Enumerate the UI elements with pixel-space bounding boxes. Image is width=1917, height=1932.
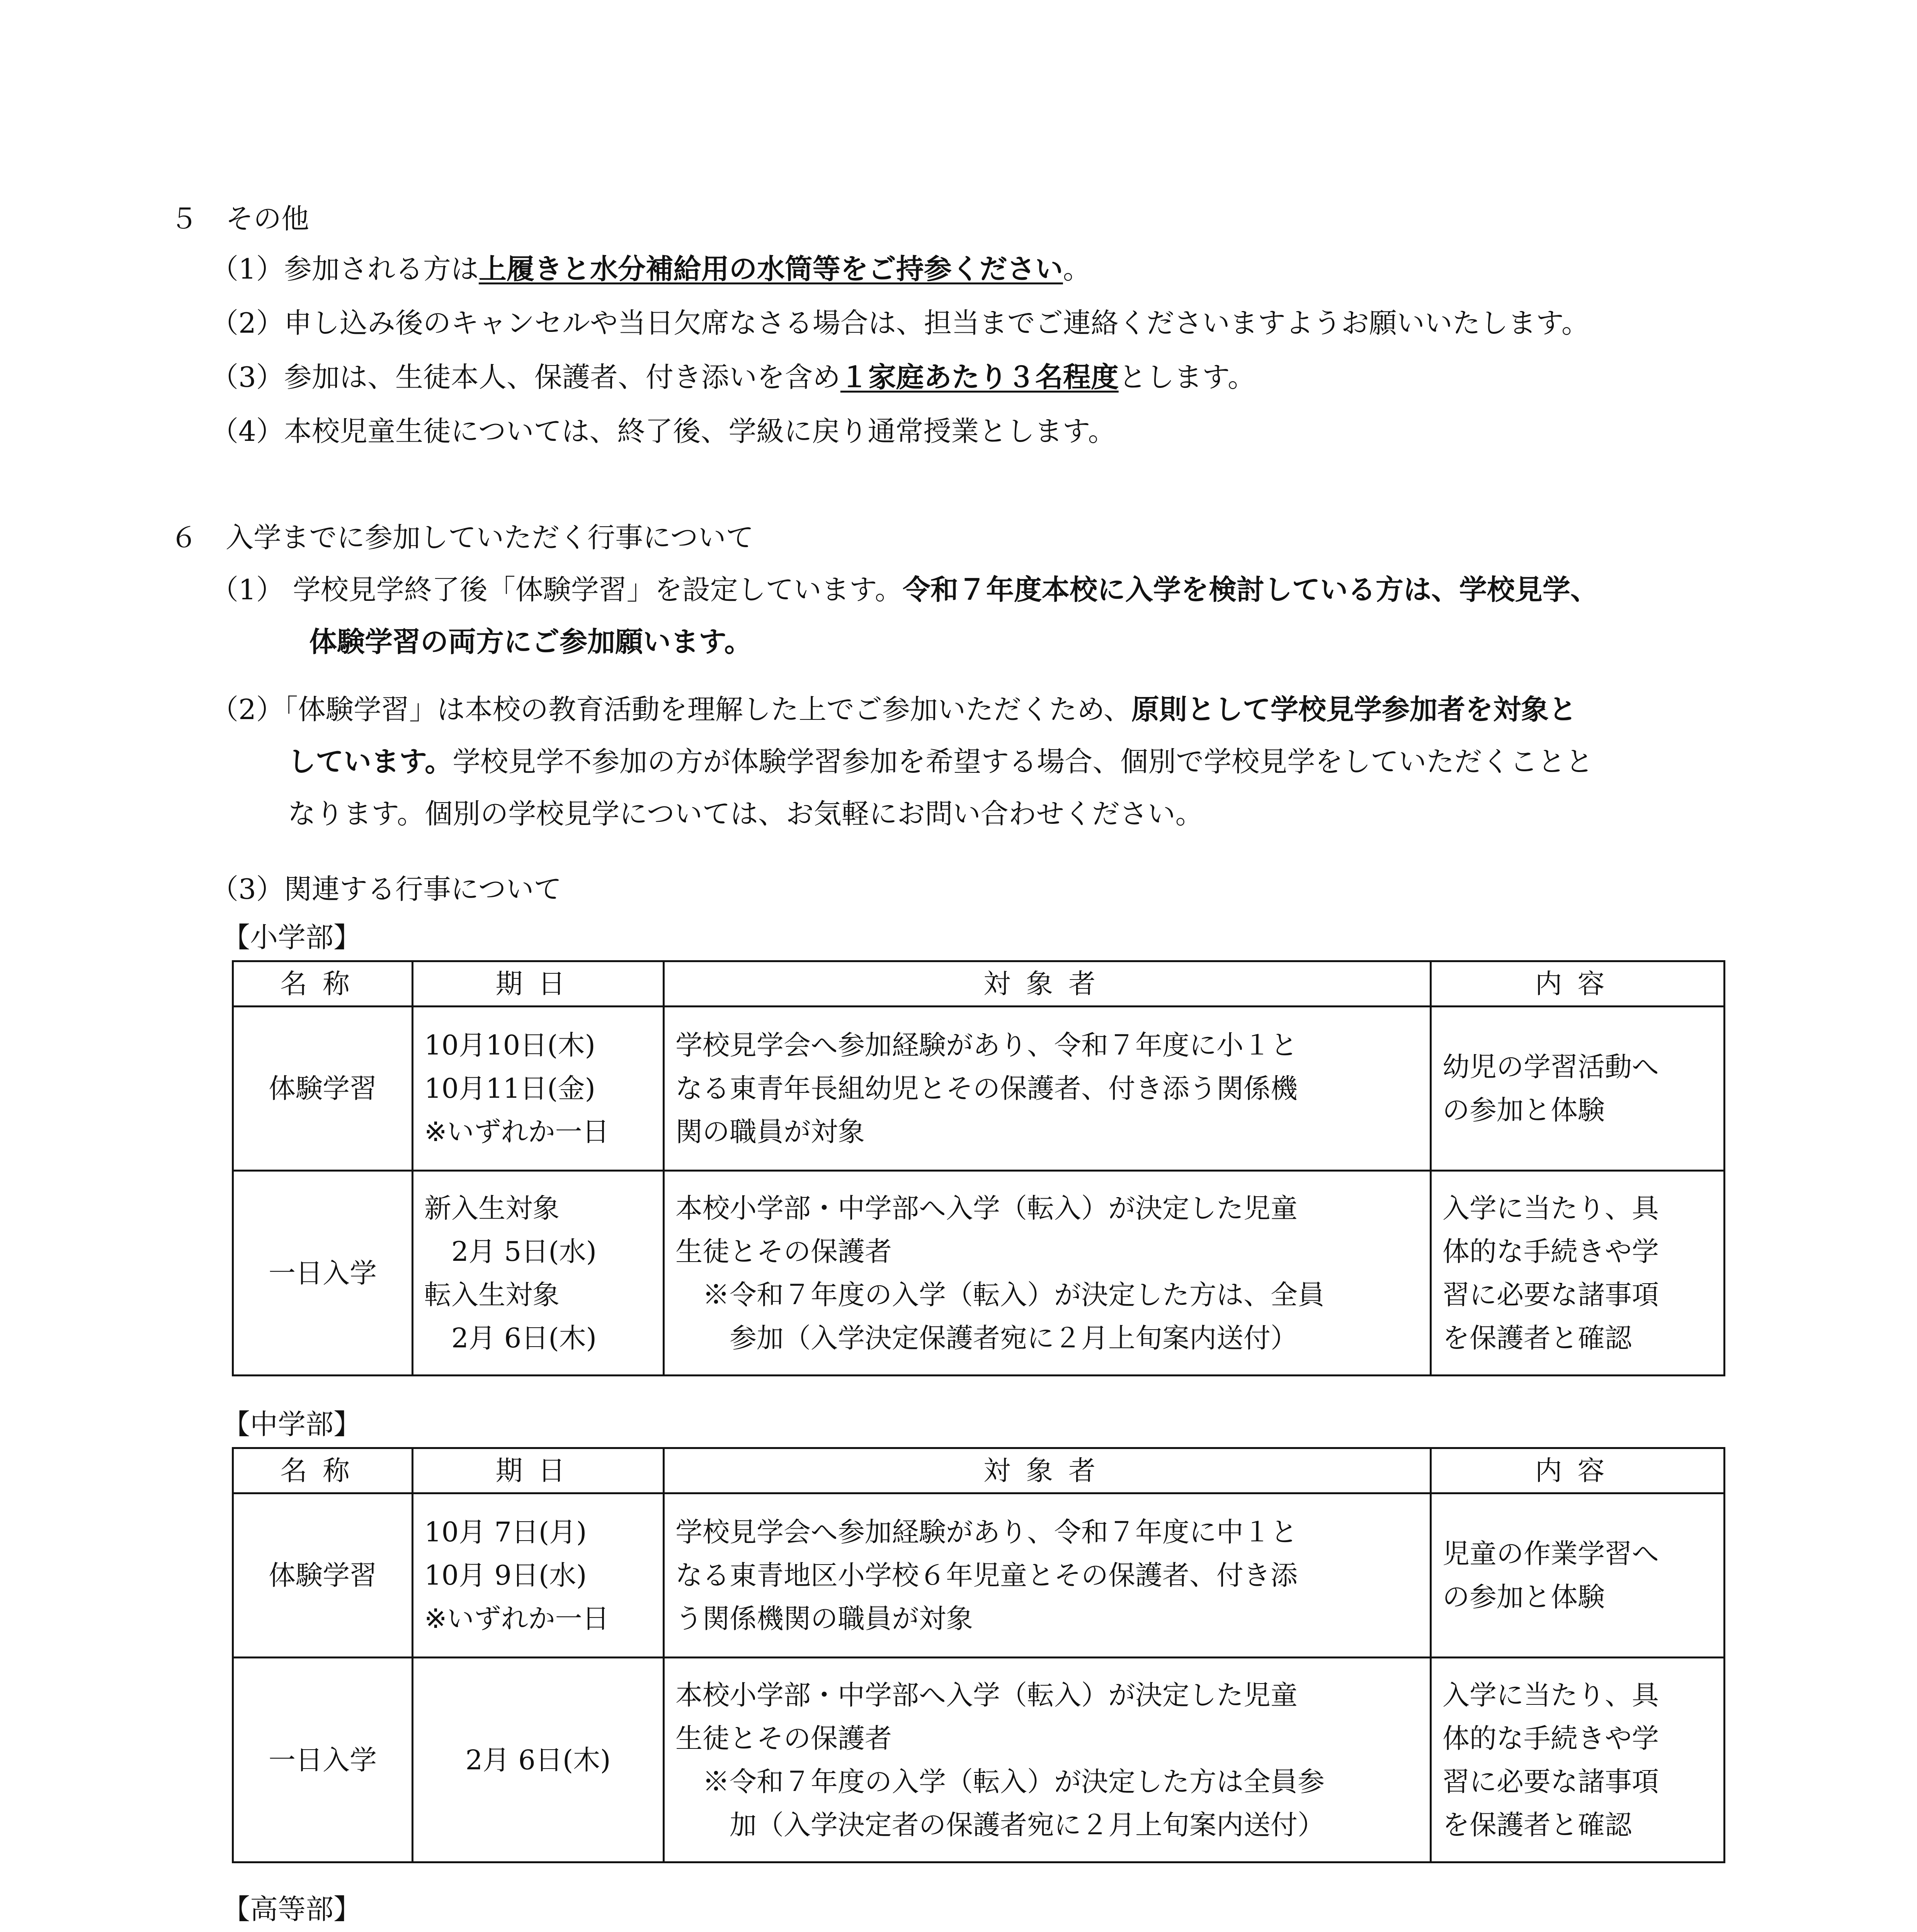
cell-target: 本校小学部・中学部へ入学（転入）が決定した児童 生徒とその保護者 ※令和７年度の入学（転入）が決定した方は、全員 参加（入学決定保護者宛に２月上旬案内送付） bbox=[664, 1171, 1431, 1376]
item-number: （3） bbox=[211, 873, 284, 905]
cell-target: 本校小学部・中学部へ入学（転入）が決定した児童 生徒とその保護者 ※令和７年度の入学（転入）が決定した方は全員参 加（入学決定者の保護者宛に２月上旬案内送付） bbox=[664, 1658, 1431, 1862]
cell-content: 入学に当たり、具 体的な手続きや学 習に必要な諸事項 を保護者と確認 bbox=[1431, 1171, 1725, 1376]
cell-name: 一日入学 bbox=[233, 1658, 413, 1862]
item-text: 参加される方は bbox=[284, 253, 479, 285]
header-content: 内容 bbox=[1431, 1448, 1725, 1493]
s6-item-1-line-2 bbox=[309, 625, 752, 658]
s6-item-3 bbox=[211, 875, 561, 903]
s6-item-2-line-3: なります。個別の学校見学については、お気軽にお問い合わせください。 bbox=[288, 798, 1203, 830]
header-target: 対象者 bbox=[664, 1448, 1431, 1493]
item-emphasis: 上履きと水分補給用の水筒等をご持参ください bbox=[478, 252, 1063, 285]
s5-item-1 bbox=[211, 252, 1091, 285]
cell-date: 2月 6日(木) bbox=[413, 1658, 664, 1862]
cell-target: 学校見学会へ参加経験があり、令和７年度に小１と なる東青年長組幼児とその保護者、付き添う関係機 関の職員が対象 bbox=[664, 1007, 1431, 1171]
item-text: 「体験学習」は本校の教育活動を理解した上でご参加いただくため、 bbox=[284, 693, 1131, 726]
s5-item-3 bbox=[211, 363, 1255, 391]
item-number: （3） bbox=[211, 361, 284, 393]
s5-item-4 bbox=[211, 417, 1116, 445]
item-number: （1） bbox=[211, 573, 284, 606]
table-row bbox=[233, 1007, 1725, 1171]
item-emphasis: しています。 bbox=[288, 745, 453, 778]
table-header-row bbox=[233, 961, 1725, 1007]
item-number: （1） bbox=[211, 253, 284, 285]
item-emphasis: １家庭あたり３名程度 bbox=[840, 361, 1119, 393]
header-name: 名称 bbox=[233, 961, 413, 1007]
header-content: 内容 bbox=[1431, 961, 1725, 1007]
item-text: 学校見学不参加の方が体験学習参加を希望する場合、個別で学校見学をしていただくことと bbox=[452, 745, 1594, 778]
s6-item-2-line-2 bbox=[288, 745, 1594, 778]
junior-label: 【中学部】 bbox=[222, 1408, 362, 1440]
cell-name: 体験学習 bbox=[233, 1493, 413, 1658]
cell-name: 体験学習 bbox=[233, 1007, 413, 1171]
cell-content: 幼児の学習活動へ の参加と体験 bbox=[1431, 1007, 1725, 1171]
cell-target: 学校見学会へ参加経験があり、令和７年度に中１と なる東青地区小学校６年児童とその保護者、付き添 う関係機関の職員が対象 bbox=[664, 1493, 1431, 1658]
s6-item-2-line-1 bbox=[211, 693, 1577, 726]
item-emphasis: 体験学習の両方にご参加願います。 bbox=[309, 625, 752, 658]
s6-item-1-line-1 bbox=[211, 573, 1598, 606]
item-emphasis: 令和７年度本校に入学を検討している方は、学校見学、 bbox=[902, 573, 1598, 606]
elementary-label: 【小学部】 bbox=[222, 921, 362, 954]
table-header-row bbox=[233, 1448, 1725, 1493]
elementary-table bbox=[232, 960, 1725, 1376]
item-emphasis: 原則として学校見学参加者を対象と bbox=[1131, 693, 1577, 726]
cell-content: 児童の作業学習へ の参加と体験 bbox=[1431, 1493, 1725, 1658]
table-row bbox=[233, 1493, 1725, 1658]
table-row bbox=[233, 1658, 1725, 1862]
high-label: 【高等部】 bbox=[222, 1893, 362, 1925]
item-number: （2） bbox=[211, 693, 284, 726]
header-date: 期日 bbox=[413, 1448, 664, 1493]
item-text: 学校見学終了後「体験学習」を設定しています。 bbox=[293, 573, 903, 606]
header-name: 名称 bbox=[233, 1448, 413, 1493]
item-text: 。 bbox=[1063, 253, 1091, 285]
junior-table bbox=[232, 1447, 1725, 1863]
item-text: 参加は、生徒本人、保護者、付き添いを含め bbox=[284, 361, 840, 393]
s5-item-2 bbox=[211, 309, 1589, 337]
section-6-heading: ６ 入学までに参加していただく行事について bbox=[170, 521, 754, 554]
cell-date: 10月10日(木) 10月11日(金) ※いずれか一日 bbox=[413, 1007, 664, 1171]
cell-date: 10月 7日(月) 10月 9日(水) ※いずれか一日 bbox=[413, 1493, 664, 1658]
item-number: （2） bbox=[211, 307, 284, 339]
section-5-heading: ５ その他 bbox=[170, 202, 310, 235]
item-text: 関連する行事について bbox=[284, 873, 562, 905]
cell-content: 入学に当たり、具 体的な手続きや学 習に必要な諸事項 を保護者と確認 bbox=[1431, 1658, 1725, 1862]
header-date: 期日 bbox=[413, 961, 664, 1007]
cell-name: 一日入学 bbox=[233, 1171, 413, 1376]
item-text: 本校児童生徒については、終了後、学級に戻り通常授業とします。 bbox=[284, 415, 1116, 447]
item-text: 申し込み後のキャンセルや当日欠席なさる場合は、担当までご連絡くださいますようお願いいたします。 bbox=[284, 307, 1590, 339]
cell-date: 新入生対象 2月 5日(水) 転入生対象 2月 6日(木) bbox=[413, 1171, 664, 1376]
item-number: （4） bbox=[211, 415, 284, 447]
header-target: 対象者 bbox=[664, 961, 1431, 1007]
table-row bbox=[233, 1171, 1725, 1376]
item-text: とします。 bbox=[1118, 361, 1256, 393]
